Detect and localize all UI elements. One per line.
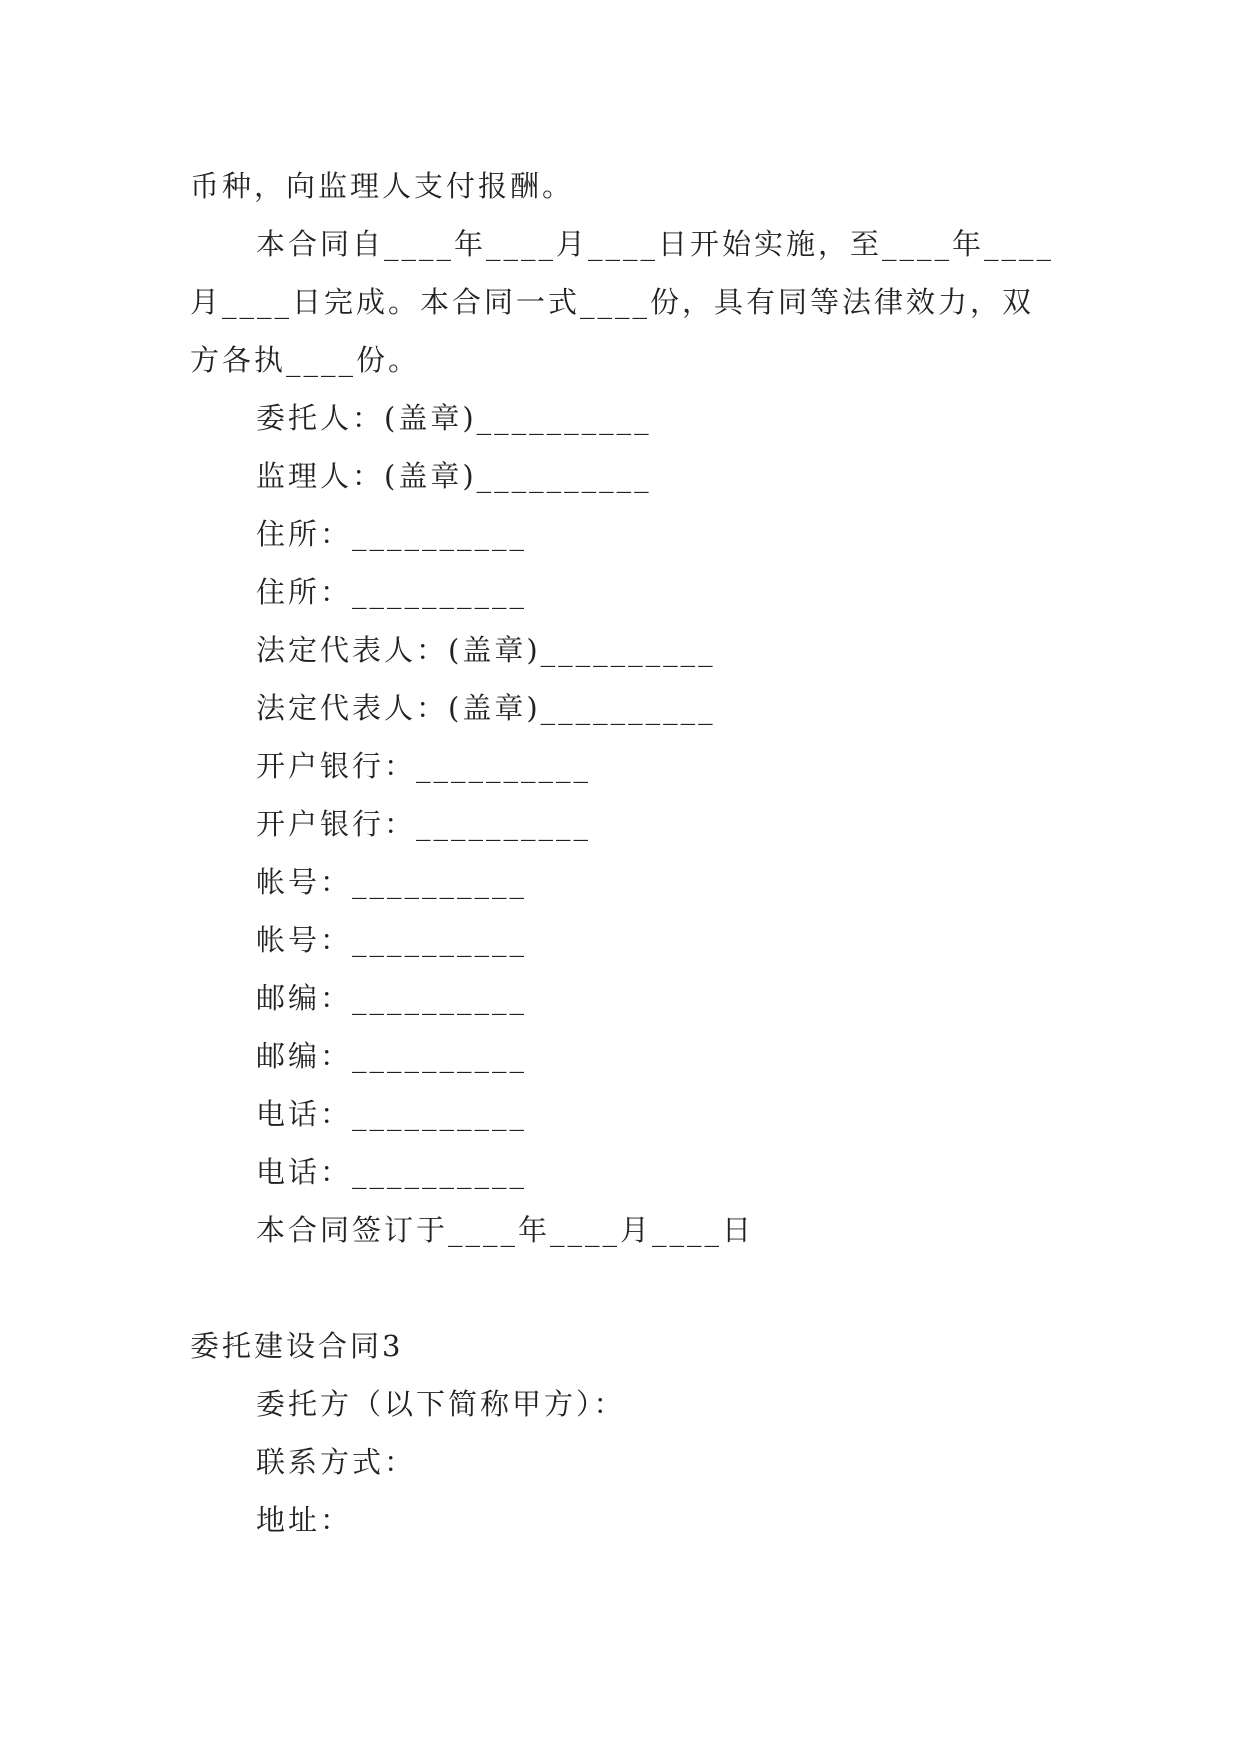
signature-line-legal-rep: 法定代表人：(盖章)__________ (256, 691, 716, 725)
section-title: 委托建设合同3 (190, 1329, 404, 1363)
term-clause-line-1: 本合同自____年____月____日开始实施，至____年____ (256, 227, 1055, 261)
signature-line-bank: 开户银行：__________ (256, 749, 592, 783)
signature-line-postcode: 邮编：__________ (256, 1039, 528, 1073)
signed-date-line: 本合同签订于____年____月____日 (256, 1213, 755, 1247)
paragraph-continuation: 币种，向监理人支付报酬。 (190, 169, 575, 203)
signature-line-address: 住所：__________ (256, 517, 528, 551)
signature-line-address: 住所：__________ (256, 575, 528, 609)
signature-line-account: 帐号：__________ (256, 923, 528, 957)
signature-line-bank: 开户银行：__________ (256, 807, 592, 841)
signature-line-legal-rep: 法定代表人：(盖章)__________ (256, 633, 716, 667)
signature-line-client: 委托人：(盖章)__________ (256, 401, 652, 435)
signature-line-postcode: 邮编：__________ (256, 981, 528, 1015)
signature-line-account: 帐号：__________ (256, 865, 528, 899)
signature-line-phone: 电话：__________ (256, 1155, 528, 1189)
term-clause-line-3: 方各执____份。 (190, 343, 421, 377)
term-clause-line-2: 月____日完成。本合同一式____份，具有同等法律效力，双 (190, 285, 1035, 319)
party-field-client: 委托方（以下简称甲方）： (256, 1387, 626, 1421)
signature-line-supervisor: 监理人：(盖章)__________ (256, 459, 652, 493)
party-field-address: 地址： (256, 1503, 353, 1537)
signature-line-phone: 电话：__________ (256, 1097, 528, 1131)
party-field-contact: 联系方式： (256, 1445, 417, 1479)
